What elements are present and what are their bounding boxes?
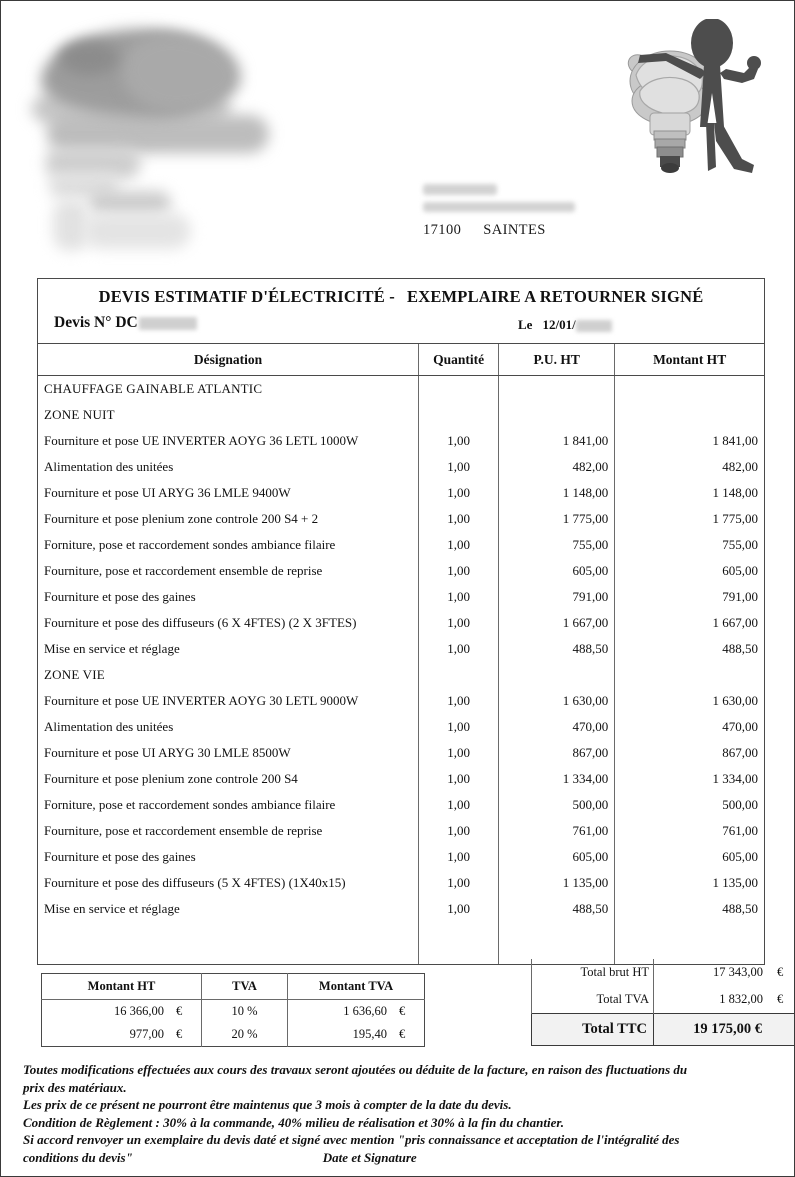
spacer-cell — [499, 922, 615, 964]
vat-cell-rate: 10 % — [202, 1000, 288, 1024]
vat-cell-montant-tva — [288, 1023, 425, 1047]
cell-designation: Alimentation des unitées — [38, 714, 419, 740]
footer-line-2: prix des matériaux. — [23, 1079, 127, 1095]
cell-pu-ht: 500,00 — [499, 792, 615, 818]
table-row — [38, 870, 764, 896]
address-postal-code: 17100 — [423, 222, 462, 238]
cell-quantite: 1,00 — [419, 714, 499, 740]
column-header-quantite: Quantité — [419, 344, 499, 376]
cell-pu-ht: 761,00 — [499, 818, 615, 844]
table-row — [38, 688, 764, 714]
vat-column-header-montant-tva: Montant TVA — [288, 974, 425, 1000]
cell-pu-ht: 1 334,00 — [499, 766, 615, 792]
cell-designation: Fourniture et pose des gaines — [38, 844, 419, 870]
vat-column-header-tva: TVA — [202, 974, 288, 1000]
page-title — [48, 287, 754, 307]
cell-designation: ZONE NUIT — [38, 402, 419, 428]
vat-montant-tva-currency: € — [399, 1027, 406, 1041]
table-row — [38, 766, 764, 792]
cell-quantite: 1,00 — [419, 480, 499, 506]
spacer-cell — [615, 922, 764, 964]
cell-pu-ht: 1 841,00 — [499, 428, 615, 454]
total-brut-ht-value — [654, 959, 795, 986]
cell-designation: Fourniture et pose plenium zone controle 200 S4 — [38, 766, 419, 792]
cell-pu-ht: 867,00 — [499, 740, 615, 766]
cell-montant-ht: 1 630,00 — [712, 693, 758, 708]
cell-montant-ht: 1 667,00 — [712, 615, 758, 630]
cell-montant-ht: 470,00 — [722, 719, 758, 734]
cell-montant-ht — [615, 662, 764, 688]
cell-pu-ht: 488,50 — [499, 636, 615, 662]
vat-montant-ht-amount: 16 366,00 — [114, 1004, 164, 1018]
table-section-row — [38, 376, 764, 403]
cell-quantite: 1,00 — [419, 532, 499, 558]
address-city: SAINTES — [483, 222, 546, 238]
address-line-2-redacted — [423, 202, 575, 212]
table-row — [38, 636, 764, 662]
client-address-block — [423, 184, 723, 239]
vat-montant-ht-currency: € — [176, 1004, 183, 1018]
cell-quantite — [419, 376, 499, 403]
footer-line-1: Toutes modifications effectuées aux cours des travaux seront ajoutées ou déduite de la facture, en raison des fluctuations du — [23, 1062, 688, 1077]
vat-cell-montant-tva — [288, 1000, 425, 1024]
table-section-row — [38, 662, 764, 688]
cell-quantite: 1,00 — [419, 428, 499, 454]
table-row — [38, 480, 764, 506]
table-row — [38, 714, 764, 740]
footer-conditions — [23, 1061, 779, 1166]
cell-designation: Forniture, pose et raccordement sondes ambiance filaire — [38, 792, 419, 818]
quote-number-redacted — [139, 317, 197, 330]
cell-designation: Fourniture et pose plenium zone controle 200 S4 + 2 — [38, 506, 419, 532]
cell-montant-ht: 605,00 — [722, 563, 758, 578]
cell-designation: CHAUFFAGE GAINABLE ATLANTIC — [38, 376, 419, 403]
total-tva-row — [532, 986, 795, 1014]
footer-line-4: Condition de Règlement : 30% à la commande, 40% milieu de réalisation et 30% à la fin du chantier. — [23, 1114, 564, 1130]
cell-pu-ht — [499, 376, 615, 403]
document-title-right: EXEMPLAIRE A RETOURNER SIGNÉ — [407, 287, 704, 306]
footer-line-3: Les prix de ce présent ne pourront être maintenus que 3 mois à compter de la date du devis. — [23, 1097, 512, 1112]
totals-zone — [37, 965, 784, 1054]
cell-pu-ht: 791,00 — [499, 584, 615, 610]
total-ttc-label: Total TTC — [532, 1014, 654, 1046]
column-header-pu-ht: P.U. HT — [499, 344, 615, 376]
spacer-cell — [419, 922, 499, 964]
table-row — [38, 844, 764, 870]
line-items-body — [38, 376, 764, 965]
cell-montant-ht: 867,00 — [722, 745, 758, 760]
document-title-left: DEVIS ESTIMATIF D'ÉLECTRICITÉ - — [98, 287, 395, 306]
cell-montant-ht: 500,00 — [722, 797, 758, 812]
column-header-designation: Désignation — [38, 344, 419, 376]
footer-line-5: Si accord renvoyer un exemplaire du devis daté et signé avec mention "pris connaissance et acceptation de l'intégralité des — [23, 1132, 680, 1147]
total-tva-value — [654, 986, 795, 1014]
cell-quantite: 1,00 — [419, 506, 499, 532]
cell-pu-ht — [499, 402, 615, 428]
cell-pu-ht: 605,00 — [499, 558, 615, 584]
vat-row — [42, 1023, 425, 1047]
cell-pu-ht: 1 630,00 — [499, 688, 615, 714]
vat-montant-tva-currency: € — [399, 1004, 406, 1018]
cell-montant-ht: 482,00 — [722, 459, 758, 474]
cell-designation: Fourniture et pose des diffuseurs (6 X 4FTES) (2 X 3FTES) — [38, 610, 419, 636]
footer-line-6 — [23, 1149, 779, 1167]
quote-title-section — [38, 279, 764, 344]
cell-quantite: 1,00 — [419, 688, 499, 714]
cell-montant-ht — [615, 376, 764, 403]
table-row — [38, 506, 764, 532]
vat-montant-ht-amount: 977,00 — [129, 1027, 164, 1041]
cell-designation: Alimentation des unitées — [38, 454, 419, 480]
quote-meta-line — [48, 314, 754, 336]
table-row — [38, 896, 764, 922]
cell-montant-ht: 488,50 — [722, 641, 758, 656]
cell-designation: Fourniture et pose des gaines — [38, 584, 419, 610]
vat-table-body — [42, 1000, 425, 1047]
cell-quantite: 1,00 — [419, 792, 499, 818]
cell-quantite: 1,00 — [419, 558, 499, 584]
total-tva-label: Total TVA — [532, 986, 654, 1014]
table-header-row — [38, 344, 764, 376]
vat-montant-tva-amount: 195,40 — [352, 1027, 387, 1041]
cell-pu-ht: 470,00 — [499, 714, 615, 740]
cell-quantite: 1,00 — [419, 584, 499, 610]
vat-cell-rate: 20 % — [202, 1023, 288, 1047]
cell-designation: Fourniture, pose et raccordement ensemble de reprise — [38, 558, 419, 584]
quote-number-label: Devis N° — [54, 314, 112, 331]
cell-designation: Mise en service et réglage — [38, 636, 419, 662]
cell-quantite: 1,00 — [419, 870, 499, 896]
cell-quantite: 1,00 — [419, 740, 499, 766]
table-row — [38, 532, 764, 558]
cell-montant-ht: 755,00 — [722, 537, 758, 552]
table-row — [38, 584, 764, 610]
total-brut-ht-currency: € — [777, 965, 784, 979]
vat-row — [42, 1000, 425, 1024]
cell-quantite: 1,00 — [419, 610, 499, 636]
total-brut-ht-row — [532, 959, 795, 986]
spacer-cell — [38, 922, 419, 964]
cell-designation: Fourniture et pose UI ARYG 36 LMLE 9400W — [38, 480, 419, 506]
table-spacer-row — [38, 922, 764, 964]
quote-date — [518, 317, 612, 333]
cell-montant-ht: 761,00 — [722, 823, 758, 838]
cell-designation: ZONE VIE — [38, 662, 419, 688]
cell-designation: Fourniture, pose et raccordement ensemble de reprise — [38, 818, 419, 844]
cell-pu-ht: 488,50 — [499, 896, 615, 922]
vat-breakdown-table — [41, 973, 425, 1047]
total-tva-amount: 1 832,00 — [719, 992, 763, 1006]
cell-pu-ht: 1 775,00 — [499, 506, 615, 532]
cell-pu-ht — [499, 662, 615, 688]
cell-quantite: 1,00 — [419, 896, 499, 922]
table-row — [38, 818, 764, 844]
total-ttc-value: 19 175,00 € — [654, 1014, 795, 1046]
grand-totals-table — [531, 959, 795, 1046]
cell-quantite: 1,00 — [419, 636, 499, 662]
quote-date-label: Le — [518, 317, 533, 332]
cell-pu-ht: 755,00 — [499, 532, 615, 558]
cell-designation: Fourniture et pose des diffuseurs (5 X 4FTES) (1X40x15) — [38, 870, 419, 896]
cell-designation: Fourniture et pose UE INVERTER AOYG 30 LETL 9000W — [38, 688, 419, 714]
total-ttc-row — [532, 1014, 795, 1046]
cell-pu-ht: 1 148,00 — [499, 480, 615, 506]
cell-pu-ht: 1 667,00 — [499, 610, 615, 636]
table-row — [38, 792, 764, 818]
cell-montant-ht: 791,00 — [722, 589, 758, 604]
table-row — [38, 610, 764, 636]
total-brut-ht-label: Total brut HT — [532, 959, 654, 986]
vat-cell-montant-ht — [42, 1023, 202, 1047]
cell-designation: Fourniture et pose UI ARYG 30 LMLE 8500W — [38, 740, 419, 766]
total-brut-ht-amount: 17 343,00 — [713, 965, 763, 979]
vat-montant-tva-amount: 1 636,60 — [343, 1004, 387, 1018]
footer-line-6-text: conditions du devis" — [23, 1149, 133, 1165]
cell-montant-ht: 1 841,00 — [712, 433, 758, 448]
quote-number-prefix: DC — [115, 314, 138, 331]
total-tva-currency: € — [777, 992, 784, 1006]
address-line-1-redacted — [423, 184, 497, 195]
cell-montant-ht: 1 775,00 — [712, 511, 758, 526]
cell-pu-ht: 605,00 — [499, 844, 615, 870]
quote-container — [37, 278, 765, 965]
vat-montant-ht-currency: € — [176, 1027, 183, 1041]
lightbulb-stickfigure-icon — [614, 19, 774, 184]
cell-pu-ht: 1 135,00 — [499, 870, 615, 896]
cell-montant-ht: 605,00 — [722, 849, 758, 864]
cell-quantite: 1,00 — [419, 766, 499, 792]
cell-designation: Forniture, pose et raccordement sondes ambiance filaire — [38, 532, 419, 558]
table-section-row — [38, 402, 764, 428]
cell-designation: Fourniture et pose UE INVERTER AOYG 36 LETL 1000W — [38, 428, 419, 454]
cell-montant-ht: 488,50 — [722, 901, 758, 916]
cell-quantite: 1,00 — [419, 454, 499, 480]
line-items-table — [38, 344, 764, 964]
cell-montant-ht: 1 148,00 — [712, 485, 758, 500]
company-logo-redacted-icon — [29, 23, 304, 263]
table-row — [38, 428, 764, 454]
table-row — [38, 558, 764, 584]
vat-column-header-montant-ht: Montant HT — [42, 974, 202, 1000]
vat-header-row — [42, 974, 425, 1000]
signature-label: Date et Signature — [322, 1149, 417, 1165]
cell-quantite — [419, 662, 499, 688]
cell-montant-ht — [615, 402, 764, 428]
quote-number — [54, 314, 197, 332]
table-row — [38, 454, 764, 480]
address-city-line — [423, 222, 723, 239]
column-header-montant-ht: Montant HT — [615, 344, 764, 376]
document-header — [1, 1, 795, 269]
cell-quantite: 1,00 — [419, 844, 499, 870]
cell-pu-ht: 482,00 — [499, 454, 615, 480]
quote-year-redacted — [576, 320, 612, 332]
cell-designation: Mise en service et réglage — [38, 896, 419, 922]
table-row — [38, 740, 764, 766]
cell-quantite — [419, 402, 499, 428]
cell-montant-ht: 1 135,00 — [712, 875, 758, 890]
vat-cell-montant-ht — [42, 1000, 202, 1024]
cell-quantite: 1,00 — [419, 818, 499, 844]
cell-montant-ht: 1 334,00 — [712, 771, 758, 786]
quote-date-value: 12/01/ — [542, 317, 576, 332]
